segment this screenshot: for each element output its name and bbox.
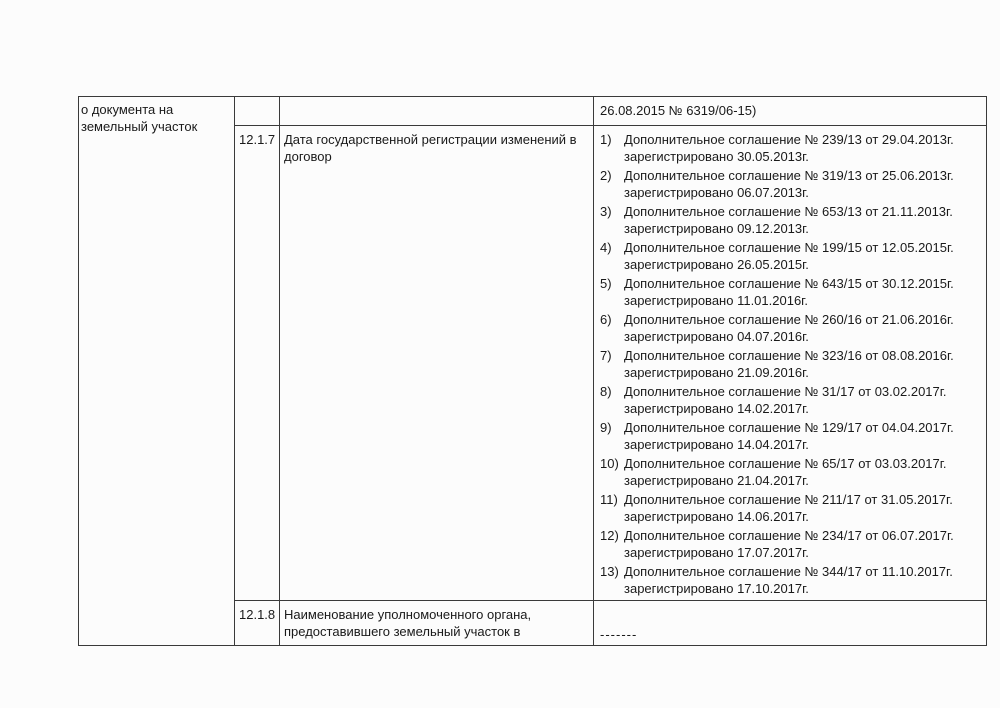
list-item — [600, 347, 982, 381]
list-item-number: 12) — [600, 528, 619, 543]
list-item — [600, 419, 982, 453]
item-value-cell — [594, 97, 987, 126]
list-item-number: 7) — [600, 348, 612, 363]
table-row — [79, 97, 987, 126]
item-value-cell — [594, 601, 987, 646]
section-label-cell — [79, 97, 235, 646]
empty-value-dashes: ------- — [600, 627, 638, 642]
list-item — [600, 167, 982, 201]
agreement-text: Дополнительное соглашение № 653/13 от 21.11.2013г. — [624, 204, 953, 219]
agreement-text: Дополнительное соглашение № 234/17 от 06.07.2017г. — [624, 528, 954, 543]
item-title-cell — [280, 601, 594, 646]
list-item-number: 2) — [600, 168, 612, 183]
item-title: Дата государственной регистрации изменений в договор — [284, 132, 577, 164]
registration-text: зарегистрировано 04.07.2016г. — [624, 329, 809, 344]
registration-text: зарегистрировано 14.04.2017г. — [624, 437, 809, 452]
agreement-text: Дополнительное соглашение № 31/17 от 03.02.2017г. — [624, 384, 947, 399]
list-item — [600, 239, 982, 273]
item-number: 12.1.7 — [239, 132, 276, 147]
item-title-cell — [280, 97, 594, 126]
agreement-text: Дополнительное соглашение № 129/17 от 04.04.2017г. — [624, 420, 954, 435]
item-number: 12.1.8 — [239, 607, 276, 622]
list-item — [600, 131, 982, 165]
list-item — [600, 455, 982, 489]
list-item-number: 11) — [600, 492, 618, 507]
agreement-text: Дополнительное соглашение № 260/16 от 21.06.2016г. — [624, 312, 954, 327]
agreement-text: Дополнительное соглашение № 65/17 от 03.03.2017г. — [624, 456, 947, 471]
registration-text: зарегистрировано 06.07.2013г. — [624, 185, 809, 200]
list-item-number: 3) — [600, 204, 612, 219]
list-item-number: 6) — [600, 312, 612, 327]
registration-text: зарегистрировано 30.05.2013г. — [624, 149, 809, 164]
continued-value: 26.08.2015 № 6319/06-15) — [600, 103, 757, 118]
item-title-cell — [280, 126, 594, 601]
registration-text: зарегистрировано 21.09.2016г. — [624, 365, 809, 380]
item-title-line: предоставившего земельный участок в — [284, 624, 521, 639]
list-item — [600, 527, 982, 561]
registration-text: зарегистрировано 14.02.2017г. — [624, 401, 809, 416]
item-number-cell — [235, 97, 280, 126]
list-item — [600, 203, 982, 237]
list-item-number: 8) — [600, 384, 612, 399]
registration-text: зарегистрировано 09.12.2013г. — [624, 221, 809, 236]
registration-text: зарегистрировано 14.06.2017г. — [624, 509, 809, 524]
land-document-table — [78, 96, 987, 646]
list-item — [600, 275, 982, 309]
registration-text: зарегистрировано 11.01.2016г. — [624, 293, 808, 308]
agreement-text: Дополнительное соглашение № 323/16 от 08.08.2016г. — [624, 348, 954, 363]
item-number-cell — [235, 126, 280, 601]
list-item-number: 13) — [600, 564, 619, 579]
registration-text: зарегистрировано 21.04.2017г. — [624, 473, 809, 488]
list-item — [600, 311, 982, 345]
list-item-number: 4) — [600, 240, 612, 255]
agreement-text: Дополнительное соглашение № 239/13 от 29.04.2013г. — [624, 132, 954, 147]
list-item-number: 5) — [600, 276, 612, 291]
agreement-text: Дополнительное соглашение № 643/15 от 30.12.2015г. — [624, 276, 954, 291]
list-item — [600, 563, 982, 597]
list-item-number: 1) — [600, 132, 612, 147]
agreement-text: Дополнительное соглашение № 211/17 от 31.05.2017г. — [624, 492, 953, 507]
item-title-line: Наименование уполномоченного органа, — [284, 607, 532, 622]
registration-text: зарегистрировано 17.10.2017г. — [624, 581, 809, 596]
item-number-cell — [235, 601, 280, 646]
agreement-text: Дополнительное соглашение № 344/17 от 11.10.2017г. — [624, 564, 953, 579]
agreements-list — [600, 131, 982, 597]
list-item-number: 10) — [600, 456, 619, 471]
list-item — [600, 383, 982, 417]
item-value-cell — [594, 126, 987, 601]
agreement-text: Дополнительное соглашение № 199/15 от 12.05.2015г. — [624, 240, 954, 255]
section-label: о документа на земельный участок — [81, 102, 198, 134]
agreement-text: Дополнительное соглашение № 319/13 от 25.06.2013г. — [624, 168, 954, 183]
list-item — [600, 491, 982, 525]
registration-text: зарегистрировано 17.07.2017г. — [624, 545, 809, 560]
list-item-number: 9) — [600, 420, 612, 435]
registration-text: зарегистрировано 26.05.2015г. — [624, 257, 809, 272]
